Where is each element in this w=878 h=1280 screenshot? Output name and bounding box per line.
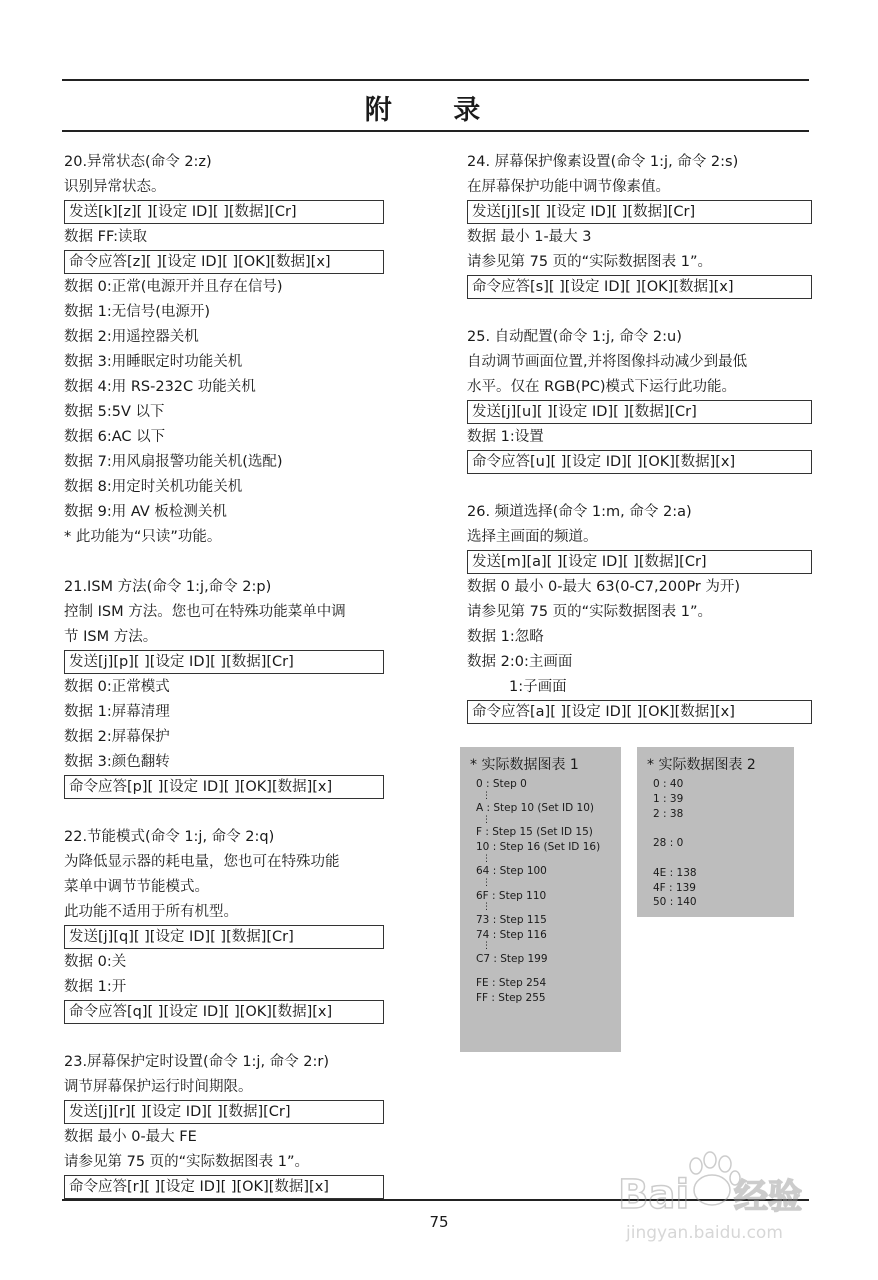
text-line: 1:子画面	[509, 679, 567, 695]
text-line: 数据 1:忽略	[467, 629, 544, 645]
table-row: 4E : 138	[653, 866, 697, 879]
text-line: 识别异常状态。	[64, 179, 166, 195]
text-line: 数据 7:用风扇报警功能关机(选配)	[64, 454, 283, 470]
text-line: 数据 3:用睡眠定时功能关机	[64, 354, 243, 370]
command-box: 发送[m][a][ ][设定 ID][ ][数据][Cr]	[467, 550, 812, 574]
command-box: 命令应答[q][ ][设定 ID][ ][OK][数据][x]	[64, 1000, 384, 1024]
baidu-jingyan-watermark	[612, 1148, 842, 1248]
table-row: 64 : Step 100	[476, 865, 547, 878]
command-box: 发送[k][z][ ][设定 ID][ ][数据][Cr]	[64, 200, 384, 224]
command-box: 发送[j][r][ ][设定 ID][ ][数据][Cr]	[64, 1100, 384, 1124]
ellipsis-dots: ⋮	[482, 853, 491, 864]
page-number: 75	[429, 1213, 449, 1231]
ellipsis-dots: ⋮	[482, 878, 491, 889]
command-box: 发送[j][u][ ][设定 ID][ ][数据][Cr]	[467, 400, 812, 424]
command-box: 命令应答[u][ ][设定 ID][ ][OK][数据][x]	[467, 450, 812, 474]
text-line: 数据 3:颜色翻转	[64, 754, 170, 770]
text-line: 数据 1:屏幕清理	[64, 704, 170, 720]
right-column	[467, 150, 812, 725]
command-box: 命令应答[a][ ][设定 ID][ ][OK][数据][x]	[467, 700, 812, 724]
text-line: 数据 1:开	[64, 979, 127, 995]
command-box: 命令应答[z][ ][设定 ID][ ][OK][数据][x]	[64, 250, 384, 274]
table-row: 4F : 139	[653, 881, 696, 894]
text-line: 23.屏幕保护定时设置(命令 1:j, 命令 2:r)	[64, 1054, 330, 1070]
table-row: 0 : Step 0	[476, 778, 527, 790]
table-1-rows	[470, 777, 611, 1006]
text-line: 26. 频道选择(命令 1:m, 命令 2:a)	[467, 504, 692, 520]
text-line: 数据 2:用遥控器关机	[64, 329, 199, 345]
spacer	[64, 550, 384, 575]
spacer	[64, 1025, 384, 1050]
text-line: 数据 0:正常(电源开并且存在信号)	[64, 279, 283, 295]
table-2-rows	[647, 777, 784, 910]
text-line: 数据 最小 0-最大 FE	[64, 1129, 197, 1145]
table-row: 1 : 39	[653, 792, 684, 805]
command-box: 命令应答[s][ ][设定 ID][ ][OK][数据][x]	[467, 275, 812, 299]
table-row: 10 : Step 16 (Set ID 16)	[476, 841, 601, 854]
text-line: 20.异常状态(命令 2:z)	[64, 154, 212, 170]
ellipsis-dots: ⋮	[482, 790, 491, 801]
text-line: 控制 ISM 方法。您也可在特殊功能菜单中调	[64, 604, 346, 620]
text-line: 数据 0:正常模式	[64, 679, 170, 695]
text-line: 数据 2:屏幕保护	[64, 729, 170, 745]
text-line: 此功能不适用于所有机型。	[64, 904, 238, 920]
text-line: 数据 1:设置	[467, 429, 544, 445]
text-line: 水平。仅在 RGB(PC)模式下运行此功能。	[467, 379, 737, 395]
table-2-title: * 实际数据图表 2	[647, 757, 756, 773]
page-title: 附 录	[364, 95, 507, 126]
text-line: 自动调节画面位置,并将图像抖动减少到最低	[467, 354, 748, 370]
actual-data-table-1	[460, 747, 621, 1052]
table-row: 28 : 0	[653, 837, 684, 850]
text-line: 22.节能模式(命令 1:j, 命令 2:q)	[64, 829, 275, 845]
paw-logo-icon	[690, 1152, 740, 1205]
text-line: 数据 FF:读取	[64, 229, 148, 245]
text-line: 数据 6:AC 以下	[64, 429, 166, 445]
text-line: 数据 1:无信号(电源开)	[64, 304, 211, 320]
spacer	[467, 300, 812, 325]
text-line: 数据 最小 1-最大 3	[467, 229, 592, 245]
watermark-url: jingyan.baidu.com	[626, 1223, 783, 1243]
ellipsis-dots: ⋮	[482, 902, 491, 913]
text-line: 节 ISM 方法。	[64, 629, 158, 645]
text-line: 选择主画面的频道。	[467, 529, 598, 545]
ellipsis-dots	[470, 967, 611, 976]
text-line: 数据 4:用 RS-232C 功能关机	[64, 379, 256, 395]
blank-row	[647, 851, 784, 866]
blank-row	[647, 821, 784, 836]
text-line: 调节屏幕保护运行时间期限。	[64, 1079, 253, 1095]
text-line: 21.ISM 方法(命令 1:j,命令 2:p)	[64, 579, 272, 595]
command-box: 发送[j][p][ ][设定 ID][ ][数据][Cr]	[64, 650, 384, 674]
text-line: 数据 0 最小 0-最大 63(0-C7,200Pr 为开)	[467, 579, 741, 595]
table-row: 73 : Step 115	[476, 913, 547, 926]
text-line: 数据 9:用 AV 板检测关机	[64, 504, 227, 520]
table-row: 74 : Step 116	[476, 928, 547, 941]
table-1-title: * 实际数据图表 1	[470, 757, 579, 773]
table-row: A : Step 10 (Set ID 10)	[476, 802, 594, 815]
text-line: 请参见第 75 页的“实际数据图表 1”。	[467, 254, 713, 270]
spacer	[64, 800, 384, 825]
watermark-brand: Bai	[618, 1172, 690, 1218]
text-line: 请参见第 75 页的“实际数据图表 1”。	[467, 604, 713, 620]
command-box: 发送[j][s][ ][设定 ID][ ][数据][Cr]	[467, 200, 812, 224]
text-line: 请参见第 75 页的“实际数据图表 1”。	[64, 1154, 310, 1170]
command-box: 发送[j][q][ ][设定 ID][ ][数据][Cr]	[64, 925, 384, 949]
text-line: 为降低显示器的耗电量，您也可在特殊功能	[64, 854, 340, 870]
top-rule	[62, 79, 809, 81]
table-row: F : Step 15 (Set ID 15)	[476, 826, 593, 839]
table-row: C7 : Step 199	[476, 952, 548, 965]
ellipsis-dots: ⋮	[482, 941, 491, 952]
table-row: 2 : 38	[653, 807, 684, 820]
table-row: 6F : Step 110	[476, 889, 547, 902]
table-row: FE : Step 254	[476, 976, 547, 989]
actual-data-table-2	[637, 747, 794, 917]
text-line: 24. 屏幕保护像素设置(命令 1:j, 命令 2:s)	[467, 154, 739, 170]
text-line: 数据 5:5V 以下	[64, 404, 165, 420]
command-box: 命令应答[r][ ][设定 ID][ ][OK][数据][x]	[64, 1175, 384, 1199]
table-row: 0 : 40	[653, 778, 684, 790]
text-line: 在屏幕保护功能中调节像素值。	[467, 179, 670, 195]
text-line: 数据 2:0:主画面	[467, 654, 573, 670]
spacer	[467, 475, 812, 500]
table-row: FF : Step 255	[476, 991, 546, 1004]
text-line: 菜单中调节节能模式。	[64, 879, 209, 895]
watermark-brand-cn: 经验	[734, 1177, 802, 1217]
text-line: * 此功能为“只读”功能。	[64, 529, 222, 545]
command-box: 命令应答[p][ ][设定 ID][ ][OK][数据][x]	[64, 775, 384, 799]
table-row: 50 : 140	[653, 896, 697, 909]
text-line: 数据 8:用定时关机功能关机	[64, 479, 243, 495]
left-column	[64, 150, 384, 1200]
text-line: 25. 自动配置(命令 1:j, 命令 2:u)	[467, 329, 682, 345]
title-rule	[62, 130, 809, 132]
ellipsis-dots: ⋮	[482, 814, 491, 825]
text-line: 数据 0:关	[64, 954, 127, 970]
